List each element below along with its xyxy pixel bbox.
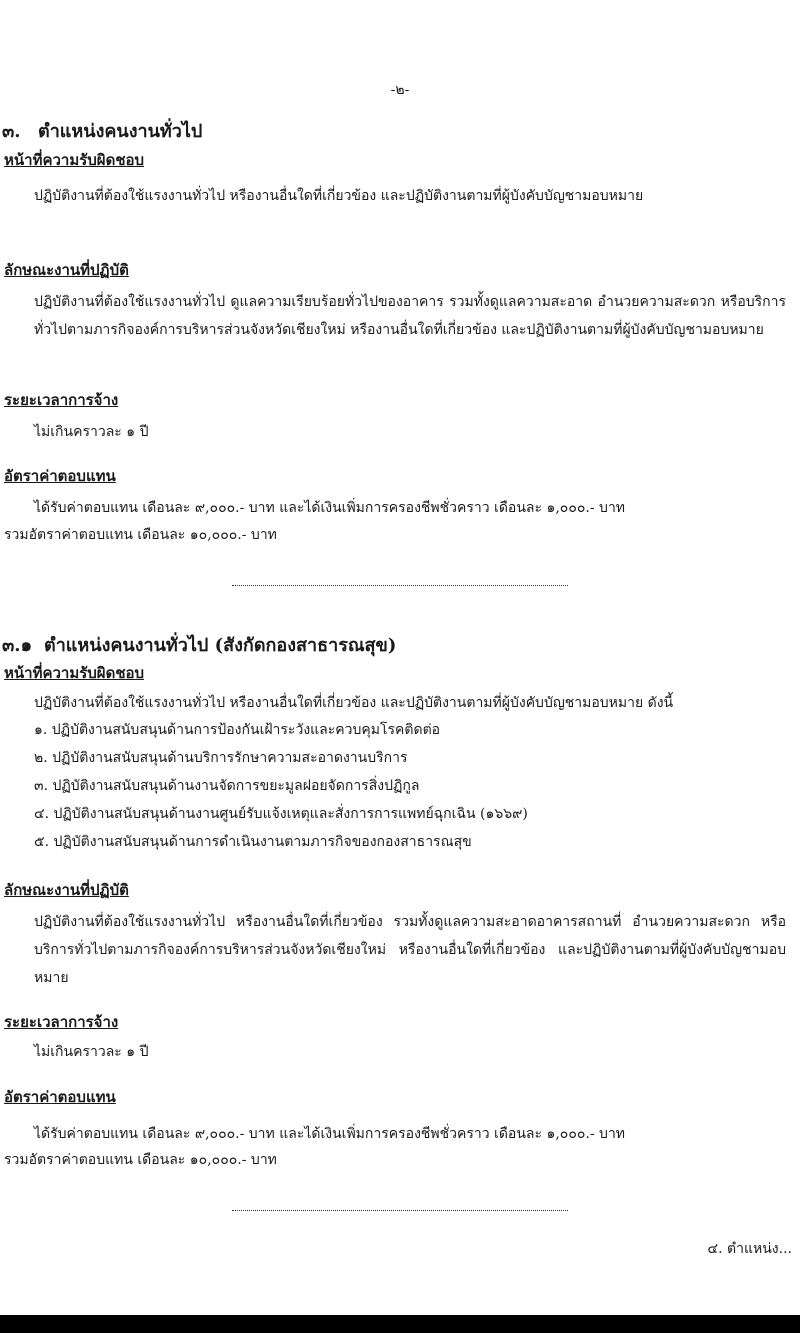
section-31-pay-label: อัตราค่าตอบแทน <box>4 1088 116 1106</box>
scan-edge <box>0 1315 800 1333</box>
section-31-title: ตำแหน่งคนงานทั่วไป (สังกัดกองสาธารณสุข) <box>44 635 397 656</box>
duty-item: ๒. ปฏิบัติงานสนับสนุนด้านบริการรักษาความสะอาดงานบริการ <box>34 750 408 766</box>
section-3-work-paragraph: ปฏิบัติงานที่ต้องใช้แรงงานทั่วไป ดูแลความเรียบร้อยทั่วไปของอาคาร รวมทั้งดูแลความสะอาด อำนวยความสะดวก หรือบริการทั่วไปตามภารกิจองค์การบริหารส่วนจังหวัดเชียงใหม่ หรืองานอื่นใดที่เกี่ยวข้อง และปฏิบัติงานตามที่ผู้บังคับบัญชามอบหมาย <box>34 294 786 338</box>
section-3-term-label: ระยะเวลาการจ้าง <box>4 391 119 409</box>
section-31-work-label: ลักษณะงานที่ปฏิบัติ <box>4 881 129 899</box>
section-divider <box>232 585 568 586</box>
duty-item: ๑. ปฏิบัติงานสนับสนุนด้านการป้องกันเฝ้าระวังและควบคุมโรคติดต่อ <box>34 722 441 738</box>
section-31-pay-line1: ได้รับค่าตอบแทน เดือนละ ๙,๐๐๐.- บาท และได้เงินเพิ่มการครองชีพชั่วคราว เดือนละ ๑,๐๐๐.- บาท <box>34 1126 626 1142</box>
section-3-term-text: ไม่เกินคราวละ ๑ ปี <box>34 424 149 440</box>
section-31-number: ๓.๑ <box>2 635 32 656</box>
section-3-pay-label: อัตราค่าตอบแทน <box>4 467 116 485</box>
section-divider-2 <box>232 1210 568 1211</box>
section-3-pay-line2: รวมอัตราค่าตอบแทน เดือนละ ๑๐,๐๐๐.- บาท <box>4 527 277 543</box>
section-3-title: ตำแหน่งคนงานทั่วไป <box>38 121 203 142</box>
section-31-duties-text: ปฏิบัติงานที่ต้องใช้แรงงานทั่วไป หรืองานอื่นใดที่เกี่ยวข้อง และปฏิบัติงานตามที่ผู้บังคับบัญชามอบหมาย ดังนี้ <box>34 695 674 711</box>
section-3-heading <box>2 118 202 146</box>
section-31-work-text <box>4 908 786 992</box>
section-31-pay-line2: รวมอัตราค่าตอบแทน เดือนละ ๑๐,๐๐๐.- บาท <box>4 1152 277 1168</box>
section-3-pay-line1: ได้รับค่าตอบแทน เดือนละ ๙,๐๐๐.- บาท และได้เงินเพิ่มการครองชีพชั่วคราว เดือนละ ๑,๐๐๐.- บาท <box>34 500 626 516</box>
section-3-work-text <box>4 288 786 344</box>
section-3-number: ๓. <box>2 121 21 142</box>
continuation-note: ๔. ตำแหน่ง... <box>707 1241 792 1257</box>
section-3-work-label: ลักษณะงานที่ปฏิบัติ <box>4 261 129 279</box>
duty-list <box>34 716 528 856</box>
section-31-term-text: ไม่เกินคราวละ ๑ ปี <box>34 1044 149 1060</box>
duty-item: ๔. ปฏิบัติงานสนับสนุนด้านงานศูนย์รับแจ้งเหตุและสั่งการการแพทย์ฉุกเฉิน (๑๖๖๙) <box>34 806 528 822</box>
duty-item: ๓. ปฏิบัติงานสนับสนุนด้านงานจัดการขยะมูลฝอยจัดการสิ่งปฏิกูล <box>34 778 420 794</box>
page-number: -๒- <box>390 82 410 98</box>
section-3-duties-label: หน้าที่ความรับผิดชอบ <box>4 151 145 169</box>
section-3-duties-text: ปฏิบัติงานที่ต้องใช้แรงงานทั่วไป หรืองานอื่นใดที่เกี่ยวข้อง และปฏิบัติงานตามที่ผู้บังคับบัญชามอบหมาย <box>34 188 644 204</box>
section-31-duties-label: หน้าที่ความรับผิดชอบ <box>4 664 145 682</box>
section-31-heading <box>2 632 396 660</box>
section-31-work-paragraph: ปฏิบัติงานที่ต้องใช้แรงงานทั่วไป หรืองานอื่นใดที่เกี่ยวข้อง รวมทั้งดูแลความสะอาดอาคารสถานที่ อำนวยความสะดวก หรือบริการทั่วไปตามภารกิจองค์การบริหารส่วนจังหวัดเชียงใหม่ หรืองานอื่นใดที่เกี่ยวข้อง และปฏิบัติงานตามที่ผู้บังคับบัญชามอบหมาย <box>34 914 786 986</box>
duty-item: ๕. ปฏิบัติงานสนับสนุนด้านการดำเนินงานตามภารกิจของกองสาธารณสุข <box>34 834 472 850</box>
section-31-term-label: ระยะเวลาการจ้าง <box>4 1013 119 1031</box>
